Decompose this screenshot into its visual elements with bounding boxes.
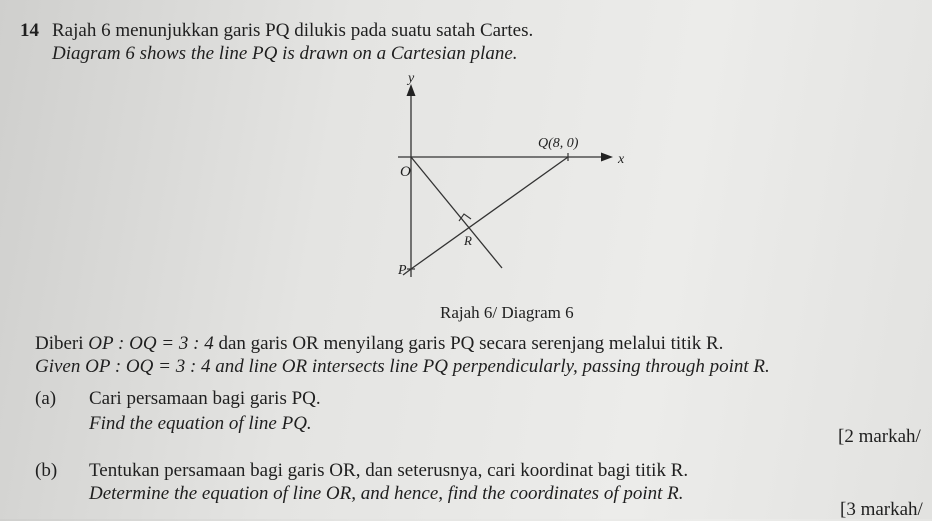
y-axis-label: y bbox=[408, 71, 415, 86]
diagram-caption: Rajah 6/ Diagram 6 bbox=[440, 303, 574, 322]
intro-malay: Rajah 6 menunjukkan garis PQ dilukis pada suatu satah Cartes. bbox=[52, 20, 534, 41]
intro-english: Diagram 6 shows the line PQ is drawn on a Cartesian plane. bbox=[52, 43, 518, 64]
given-english bbox=[35, 356, 770, 378]
given-english-pre: Given bbox=[35, 356, 86, 377]
part-b-label: (b) bbox=[35, 460, 58, 481]
x-axis-label: x bbox=[618, 152, 625, 167]
x-axis-arrow bbox=[601, 153, 613, 162]
part-b-english: Determine the equation of line OR, and hence, find the coordinates of point R. bbox=[89, 483, 684, 504]
p-label: P bbox=[398, 263, 407, 278]
given-malay-post: dan garis OR menyilang garis PQ secara serenjang melalui titik R. bbox=[213, 333, 724, 354]
origin-label: O bbox=[400, 164, 411, 180]
given-malay bbox=[35, 333, 723, 355]
cartesian-diagram bbox=[370, 62, 640, 287]
given-english-post: and line OR intersects line PQ perpendicularly, passing through point R. bbox=[210, 356, 770, 377]
part-b-marks: [3 markah/ bbox=[840, 499, 923, 520]
given-malay-ratio: OP : OQ = 3 : 4 bbox=[88, 333, 214, 354]
given-english-ratio: OP : OQ = 3 : 4 bbox=[85, 356, 211, 377]
part-a-label: (a) bbox=[35, 388, 57, 409]
r-label: R bbox=[464, 233, 472, 248]
given-malay-pre: Diberi bbox=[35, 333, 89, 354]
part-a-english: Find the equation of line PQ. bbox=[89, 413, 312, 434]
question-number: 14 bbox=[20, 20, 39, 41]
part-b-malay: Tentukan persamaan bagi garis OR, dan seterusnya, cari koordinat bagi titik R. bbox=[89, 460, 689, 481]
line-or bbox=[411, 157, 502, 268]
part-a-marks: [2 markah/ bbox=[838, 426, 921, 447]
q-label: Q(8, 0) bbox=[538, 136, 579, 151]
part-a-malay: Cari persamaan bagi garis PQ. bbox=[89, 388, 321, 409]
